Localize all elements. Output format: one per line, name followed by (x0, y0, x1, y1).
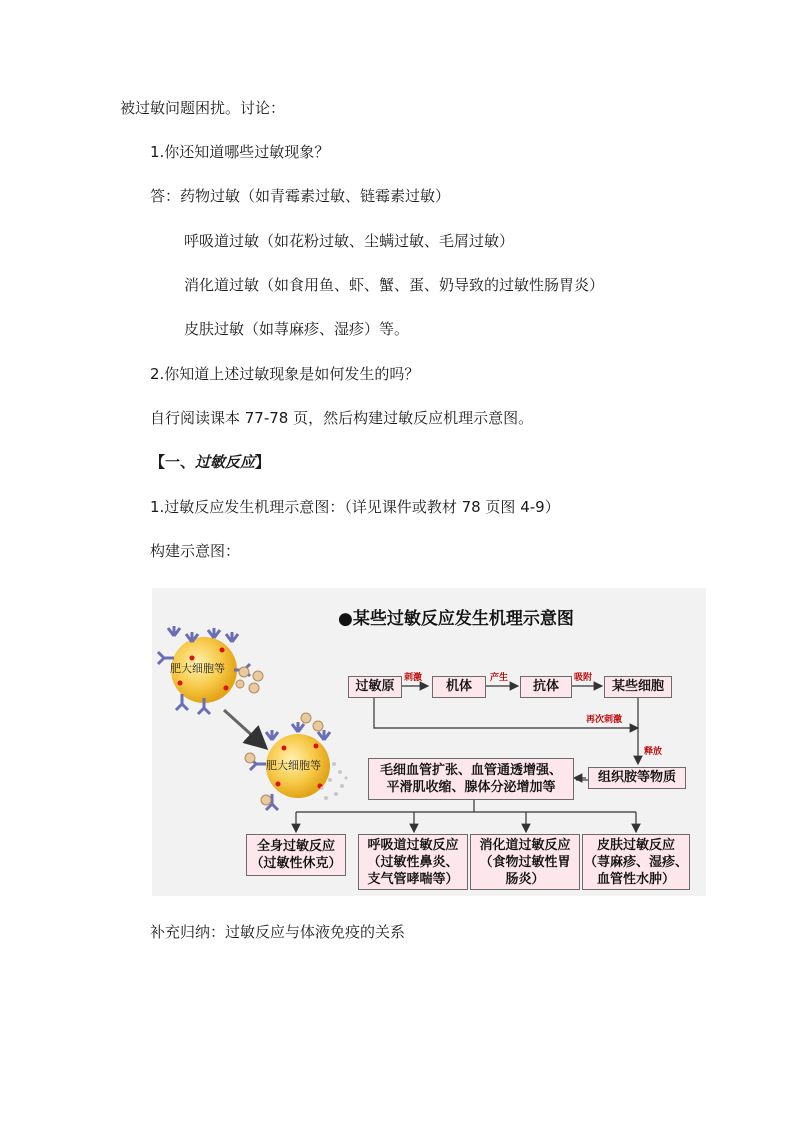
systemic-line-1: 全身过敏反应 (256, 839, 335, 854)
mast-cell-label-2: 肥大细胞等 (266, 759, 321, 772)
skin-line-1: 皮肤过敏反应 (596, 838, 675, 853)
respiratory-line-3: 支气管哮喘等） (367, 872, 459, 887)
answer-digestive-allergy: 消化道过敏（如食用鱼、虾、蟹、蛋、奶导致的过敏性肠胃炎） (184, 276, 605, 294)
systemic-line-2: （过敏性休克） (250, 856, 342, 871)
digestive-line-1: 消化道过敏反应 (479, 838, 571, 853)
figure-reference: 1.过敏反应发生机理示意图：（详见课件或教材 78 页图 4-9） (150, 498, 560, 516)
label-produce: 产生 (490, 673, 509, 683)
cell-transition-arrow (224, 710, 266, 748)
label-release: 释放 (644, 747, 663, 757)
mast-cell-label-1: 肥大细胞等 (170, 662, 225, 675)
supplement-summary: 补充归纳：过敏反应与体液免疫的关系 (150, 923, 406, 941)
allergy-mechanism-figure (152, 588, 706, 896)
reading-instruction: 自行阅读课本 77-78 页，然后构建过敏反应机理示意图。 (150, 409, 534, 427)
respiratory-line-1: 呼吸道过敏反应 (367, 838, 459, 853)
box-systemic-reaction (246, 834, 346, 876)
label-adsorb: 吸附 (574, 673, 593, 683)
digestive-line-3: 肠炎） (505, 872, 545, 887)
answer-skin-allergy: 皮肤过敏（如荨麻疹、湿疹）等。 (184, 320, 410, 338)
box-histamine: 组织胺等物质 (588, 767, 686, 789)
skin-line-3: 血管性水肿） (596, 872, 675, 887)
section-heading-suffix: 】 (255, 453, 271, 471)
answer-respiratory-allergy: 呼吸道过敏（如花粉过敏、尘螨过敏、毛屑过敏） (184, 232, 515, 250)
box-skin-reaction (582, 834, 690, 890)
effects-line-2: 平滑肌收缩、腺体分泌增加等 (386, 780, 556, 795)
build-diagram-label: 构建示意图： (150, 542, 241, 560)
effects-line-1: 毛细血管扩张、血管通透增强、 (379, 763, 562, 778)
box-physiological-effects (368, 758, 574, 800)
respiratory-line-2: （过敏性鼻炎、 (367, 855, 459, 870)
question-2: 2.你知道上述过敏现象是如何发生的吗？ (150, 365, 420, 383)
box-digestive-reaction (470, 834, 580, 890)
figure-title: ●某些过敏反应发生机理示意图 (338, 609, 574, 629)
label-restimulate: 再次刺激 (586, 715, 623, 725)
question-1: 1.你还知道哪些过敏现象？ (150, 143, 330, 161)
skin-line-2: （荨麻疹、湿疹、 (583, 855, 688, 870)
section-heading (150, 452, 270, 472)
allergen-particles (236, 667, 263, 693)
box-antibody: 抗体 (520, 676, 572, 698)
label-stimulate: 刺激 (404, 673, 423, 683)
box-body: 机体 (432, 676, 486, 698)
box-some-cells: 某些细胞 (604, 676, 672, 698)
box-respiratory-reaction (358, 834, 468, 890)
answer-drug-allergy: 答：药物过敏（如青霉素过敏、链霉素过敏） (150, 187, 451, 205)
paragraph-intro: 被过敏问题困扰。讨论： (120, 99, 286, 117)
section-heading-title: 过敏反应 (195, 453, 256, 471)
box-allergen: 过敏原 (348, 676, 402, 698)
section-heading-prefix: 【一、 (150, 453, 196, 471)
digestive-line-2: （食物过敏性胃 (479, 855, 571, 870)
